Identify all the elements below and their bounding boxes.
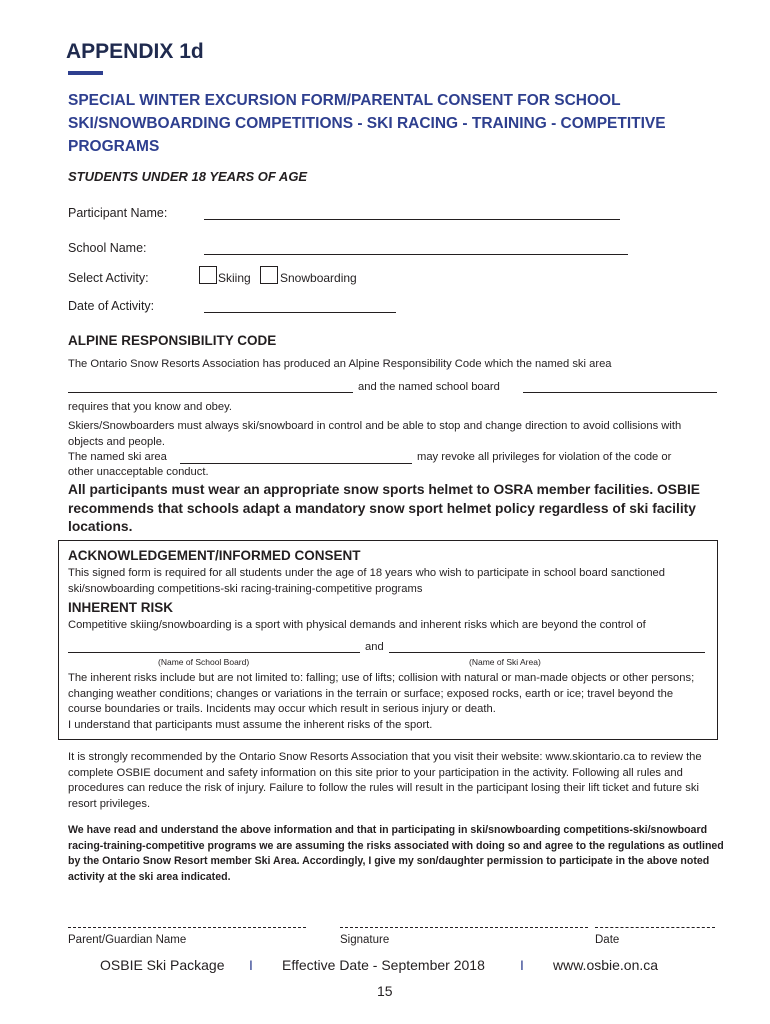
parent-name-line[interactable] [68,926,306,928]
snowboarding-checkbox[interactable] [260,266,278,284]
form-subtitle: STUDENTS UNDER 18 YEARS OF AGE [68,169,308,184]
date-sign-label: Date [595,934,620,946]
date-line[interactable] [595,926,715,928]
alpine-line1: The Ontario Snow Resorts Association has produced an Alpine Responsibility Code which the named ski area [68,358,612,370]
ski-area-field[interactable] [68,391,353,393]
heading-rule [68,71,103,75]
named-ski-area-field[interactable] [180,462,412,464]
caption-school-board: (Name of School Board) [158,657,250,667]
risk-line1: Competitive skiing/snowboarding is a sport with physical demands and inherent risks which are beyond the control of [68,619,646,631]
alpine-line5-end: may revoke all privileges for violation of the code or [417,451,672,463]
alpine-line5-start: The named ski area [68,451,167,463]
footer-separator-2: I [520,957,524,973]
snowboarding-label: Snowboarding [280,271,357,285]
alpine-line3: requires that you know and obey. [68,401,232,413]
footer-left: OSBIE Ski Package [100,957,225,973]
alpine-line6: other unacceptable conduct. [68,466,209,478]
participant-label: Participant Name: [68,206,168,220]
footer-middle: Effective Date - September 2018 [282,957,485,973]
date-label: Date of Activity: [68,299,155,313]
risk-para: The inherent risks include but are not limited to: falling; use of lifts; collision with natural or man-made objects or other persons; changing weather conditions; changes or variations in the terrain or surface; exposed rocks, earth or ice; travel beyond the course boundaries or trails. Incidents may occur which result in serious injury or death. [68,672,695,715]
school-label: School Name: [68,241,147,255]
activity-label: Select Activity: [68,271,149,285]
skiing-checkbox[interactable] [199,266,217,284]
agreement-text: We have read and understand the above information and that in participating in ski/snowboarding competitions-ski/snowboard racing-training-competitive programs we are assuming the risks associated with doing so and agree to the regulations as outlined by the Ontario Snow Resort member Ski Area. Accordingly, I give my son/daughter permission to participate in the above noted activity at the ski area indicated. [68,824,724,883]
risk-ski-area-field[interactable] [389,651,705,653]
alpine-line2-mid: and the named school board [358,381,500,393]
helmet-notice: All participants must wear an appropriate snow sports helmet to OSRA member facilities. OSBIE recommends that schools adapt a mandatory snow sport helmet policy regardless of ski facility locations. [68,482,700,534]
parent-name-label: Parent/Guardian Name [68,934,187,946]
signature-label: Signature [340,934,390,946]
alpine-heading: ALPINE RESPONSIBILITY CODE [68,333,277,348]
recommend-text: It is strongly recommended by the Ontario Snow Resorts Association that you visit their website: www.skiontario.ca to review the complete OSBIE document and safety information on this site prior to your participation in the activity. Following all rules and procedures can reduce the risk of injury. Failure to follow the rules will result in the participant losing their lift ticket and future ski resort privileges. [68,751,702,810]
caption-ski-area: (Name of Ski Area) [469,657,541,667]
page-number: 15 [377,983,393,999]
appendix-heading: APPENDIX 1d [66,40,204,63]
form-title: SPECIAL WINTER EXCURSION FORM/PARENTAL CONSENT FOR SCHOOL SKI/SNOWBOARDING COMPETITIONS - SKI RACING - TRAINING - COMPETITIVE PROGRAMS [68,92,666,155]
risk-school-board-field[interactable] [68,651,360,653]
footer-separator-1: I [249,957,253,973]
risk-heading: INHERENT RISK [68,600,174,615]
footer-right: www.osbie.on.ca [553,957,659,973]
participant-name-field[interactable] [204,218,620,220]
school-board-field[interactable] [523,391,717,393]
school-name-field[interactable] [204,253,628,255]
date-field[interactable] [204,311,396,313]
consent-heading: ACKNOWLEDGEMENT/INFORMED CONSENT [68,548,361,563]
alpine-para2: Skiers/Snowboarders must always ski/snowboard in control and be able to stop and change direction to avoid collisions with objects and people. [68,420,682,448]
consent-text: This signed form is required for all students under the age of 18 years who wish to participate in school board sanctioned ski/snowboarding competitions-ski racing-training-competitive programs [68,567,666,595]
risk-last: I understand that participants must assume the inherent risks of the sport. [68,719,433,731]
risk-and: and [365,641,384,653]
signature-line[interactable] [340,926,588,928]
skiing-label: Skiing [218,271,251,285]
